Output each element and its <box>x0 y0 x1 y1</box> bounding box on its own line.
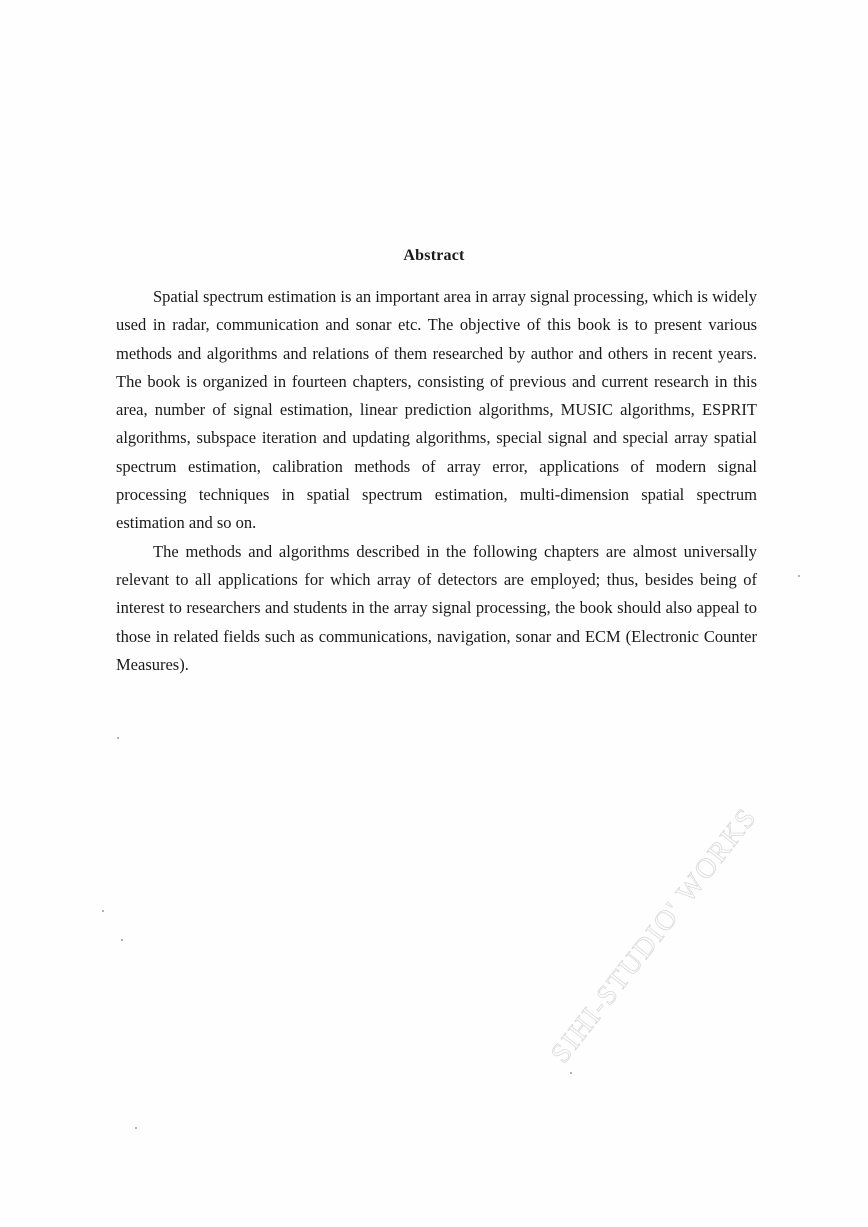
abstract-paragraph-2: The methods and algorithms described in the following chapters are almost universally relevant to all applications for which array of detectors are employed; thus, besides being of interest to researchers and students in the array signal processing, the book should also appeal to those in related fields such as communications, navigation, sonar and ECM (Electronic Counter Measures). <box>116 541 757 674</box>
scan-speck <box>121 939 123 941</box>
abstract-paragraph-1: Spatial spectrum estimation is an important area in array signal processing, which is widely used in radar, communication and sonar etc. The objective of this book is to present various methods and algorithms and relations of them researched by author and others in recent years. The book is organized in fourteen chapters, consisting of previous and current research in this area, number of signal estimation, linear prediction algorithms, MUSIC algorithms, ESPRIT algorithms, subspace iteration and updating algorithms, special signal and special array spatial spectrum estimation, calibration methods of array error, applications of modern signal processing techniques in spatial spectrum estimation, multi-dimension spatial spectrum estimation and so on. <box>116 287 757 533</box>
abstract-body <box>116 283 757 679</box>
abstract-heading: Abstract <box>403 247 465 264</box>
scan-speck <box>798 575 800 577</box>
watermark: SIHI-STUDIO' WORKS <box>545 801 764 1070</box>
scan-speck <box>102 910 104 912</box>
scan-speck <box>135 1127 137 1129</box>
scan-speck <box>570 1072 572 1074</box>
scan-speck <box>117 737 119 739</box>
